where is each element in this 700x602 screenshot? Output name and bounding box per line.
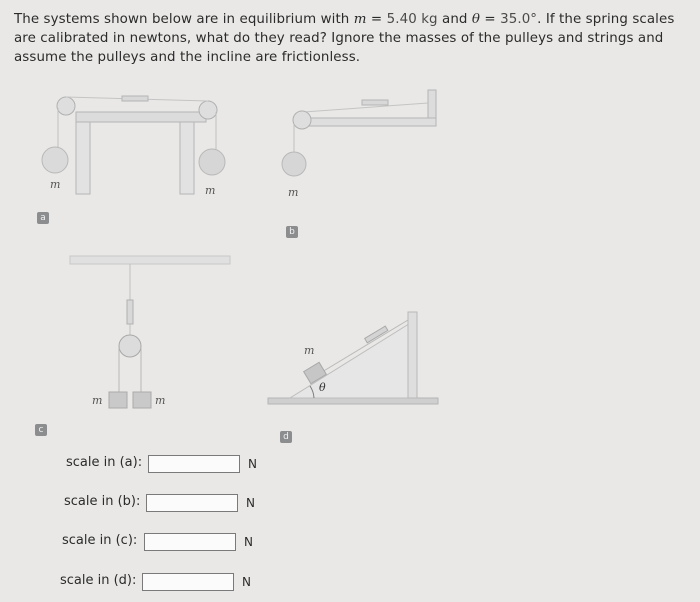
figure-b-label: b: [286, 226, 298, 238]
unit-d: N: [242, 575, 251, 589]
unit-b: N: [246, 496, 255, 510]
figure-c-mass-left: m: [92, 394, 103, 407]
figure-a-label: a: [37, 212, 49, 224]
mass-value: 5.40 kg: [386, 12, 438, 27]
equals-sign: =: [480, 12, 501, 27]
scale-a-input[interactable]: [148, 455, 240, 473]
answer-label-a: scale in (a):: [66, 455, 143, 470]
answer-label-b: scale in (b):: [64, 494, 141, 509]
figure-c-label: c: [35, 424, 47, 436]
figure-d-drawing: [268, 312, 438, 404]
figure-c-mass-right: m: [155, 394, 166, 407]
figure-c-drawing: [70, 256, 230, 408]
problem-lead: The systems shown below are in equilibrium with: [14, 12, 354, 27]
problem-rest: . If the spring scales are calibrated in newtons, what do they read? Ignore the masses of the pulleys and strings and assume the pulleys and the incline are frictionless.: [14, 12, 675, 65]
figure-a-mass-right: m: [205, 184, 216, 197]
figure-a-drawing: [42, 96, 225, 194]
figure-d-mass: m: [304, 344, 315, 357]
theta-value: 35.0°: [500, 12, 538, 27]
scale-c-input[interactable]: [144, 533, 236, 551]
answer-label-c: scale in (c):: [62, 533, 138, 548]
equals-sign: =: [366, 12, 387, 27]
answer-label-d: scale in (d):: [60, 573, 137, 588]
mass-symbol: m: [353, 12, 367, 27]
unit-a: N: [248, 457, 257, 471]
figure-b-drawing: [282, 90, 436, 176]
theta-symbol: θ: [471, 12, 481, 27]
and-text: and: [437, 12, 472, 27]
scale-d-input[interactable]: [142, 573, 234, 591]
scale-b-input[interactable]: [146, 494, 238, 512]
figure-b-mass: m: [288, 186, 299, 199]
figure-d-label: d: [280, 431, 292, 443]
figure-a-mass-left: m: [50, 178, 61, 191]
figure-d-angle: θ: [319, 381, 326, 394]
unit-c: N: [244, 535, 253, 549]
